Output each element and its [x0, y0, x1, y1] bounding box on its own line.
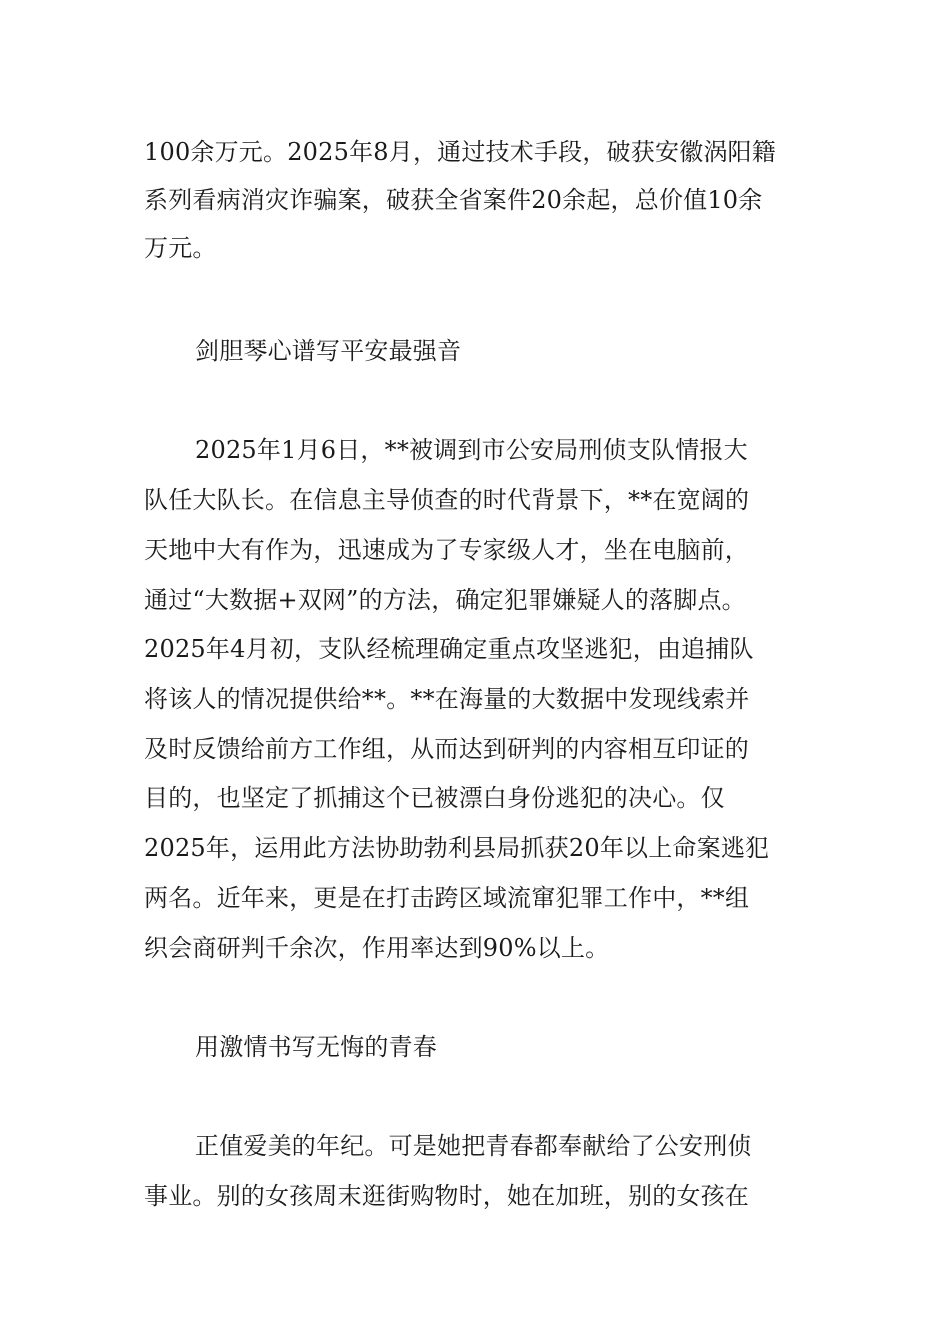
paragraph-2-line-10: 两名。近年来，更是在打击跨区域流窜犯罪工作中，**组 [144, 884, 750, 912]
paragraph-2-line-2: 队任大队长。在信息主导侦查的时代背景下，**在宽阔的 [144, 486, 750, 514]
paragraph-1-line-1: 100余万元。2025年8月，通过技术手段，破获安徽涡阳籍 [144, 138, 776, 166]
paragraph-2-line-1: 2025年1月6日，**被调到市公安局刑侦支队情报大 [195, 436, 748, 464]
paragraph-1-line-2: 系列看病消灾诈骗案，破获全省案件20余起，总价值10余 [144, 186, 763, 214]
paragraph-3-line-1: 正值爱美的年纪。可是她把青春都奉献给了公安刑侦 [195, 1132, 752, 1160]
paragraph-1-line-3: 万元。 [144, 234, 217, 262]
paragraph-2-line-3: 天地中大有作为，迅速成为了专家级人才，坐在电脑前， [144, 536, 749, 564]
paragraph-2-line-6: 将该人的情况提供给**。**在海量的大数据中发现线索并 [144, 685, 750, 713]
paragraph-2-line-8: 目的，也坚定了抓捕这个已被漂白身份逃犯的决心。仅 [144, 784, 725, 812]
section-heading-2: 用激情书写无悔的青春 [195, 1033, 437, 1061]
section-heading-1: 剑胆琴心谱写平安最强音 [195, 337, 462, 365]
paragraph-2-line-11: 织会商研判千余次，作用率达到90%以上。 [144, 934, 610, 962]
paragraph-2-line-7: 及时反馈给前方工作组，从而达到研判的内容相互印证的 [144, 735, 749, 763]
paragraph-2-line-4: 通过“大数据+双网”的方法，确定犯罪嫌疑人的落脚点。 [144, 586, 746, 614]
paragraph-3-line-2: 事业。别的女孩周末逛街购物时，她在加班，别的女孩在 [144, 1182, 749, 1210]
paragraph-2-line-5: 2025年4月初，支队经梳理确定重点攻坚逃犯，由追捕队 [144, 635, 754, 663]
paragraph-2-line-9: 2025年，运用此方法协助勃利县局抓获20年以上命案逃犯 [144, 834, 770, 862]
